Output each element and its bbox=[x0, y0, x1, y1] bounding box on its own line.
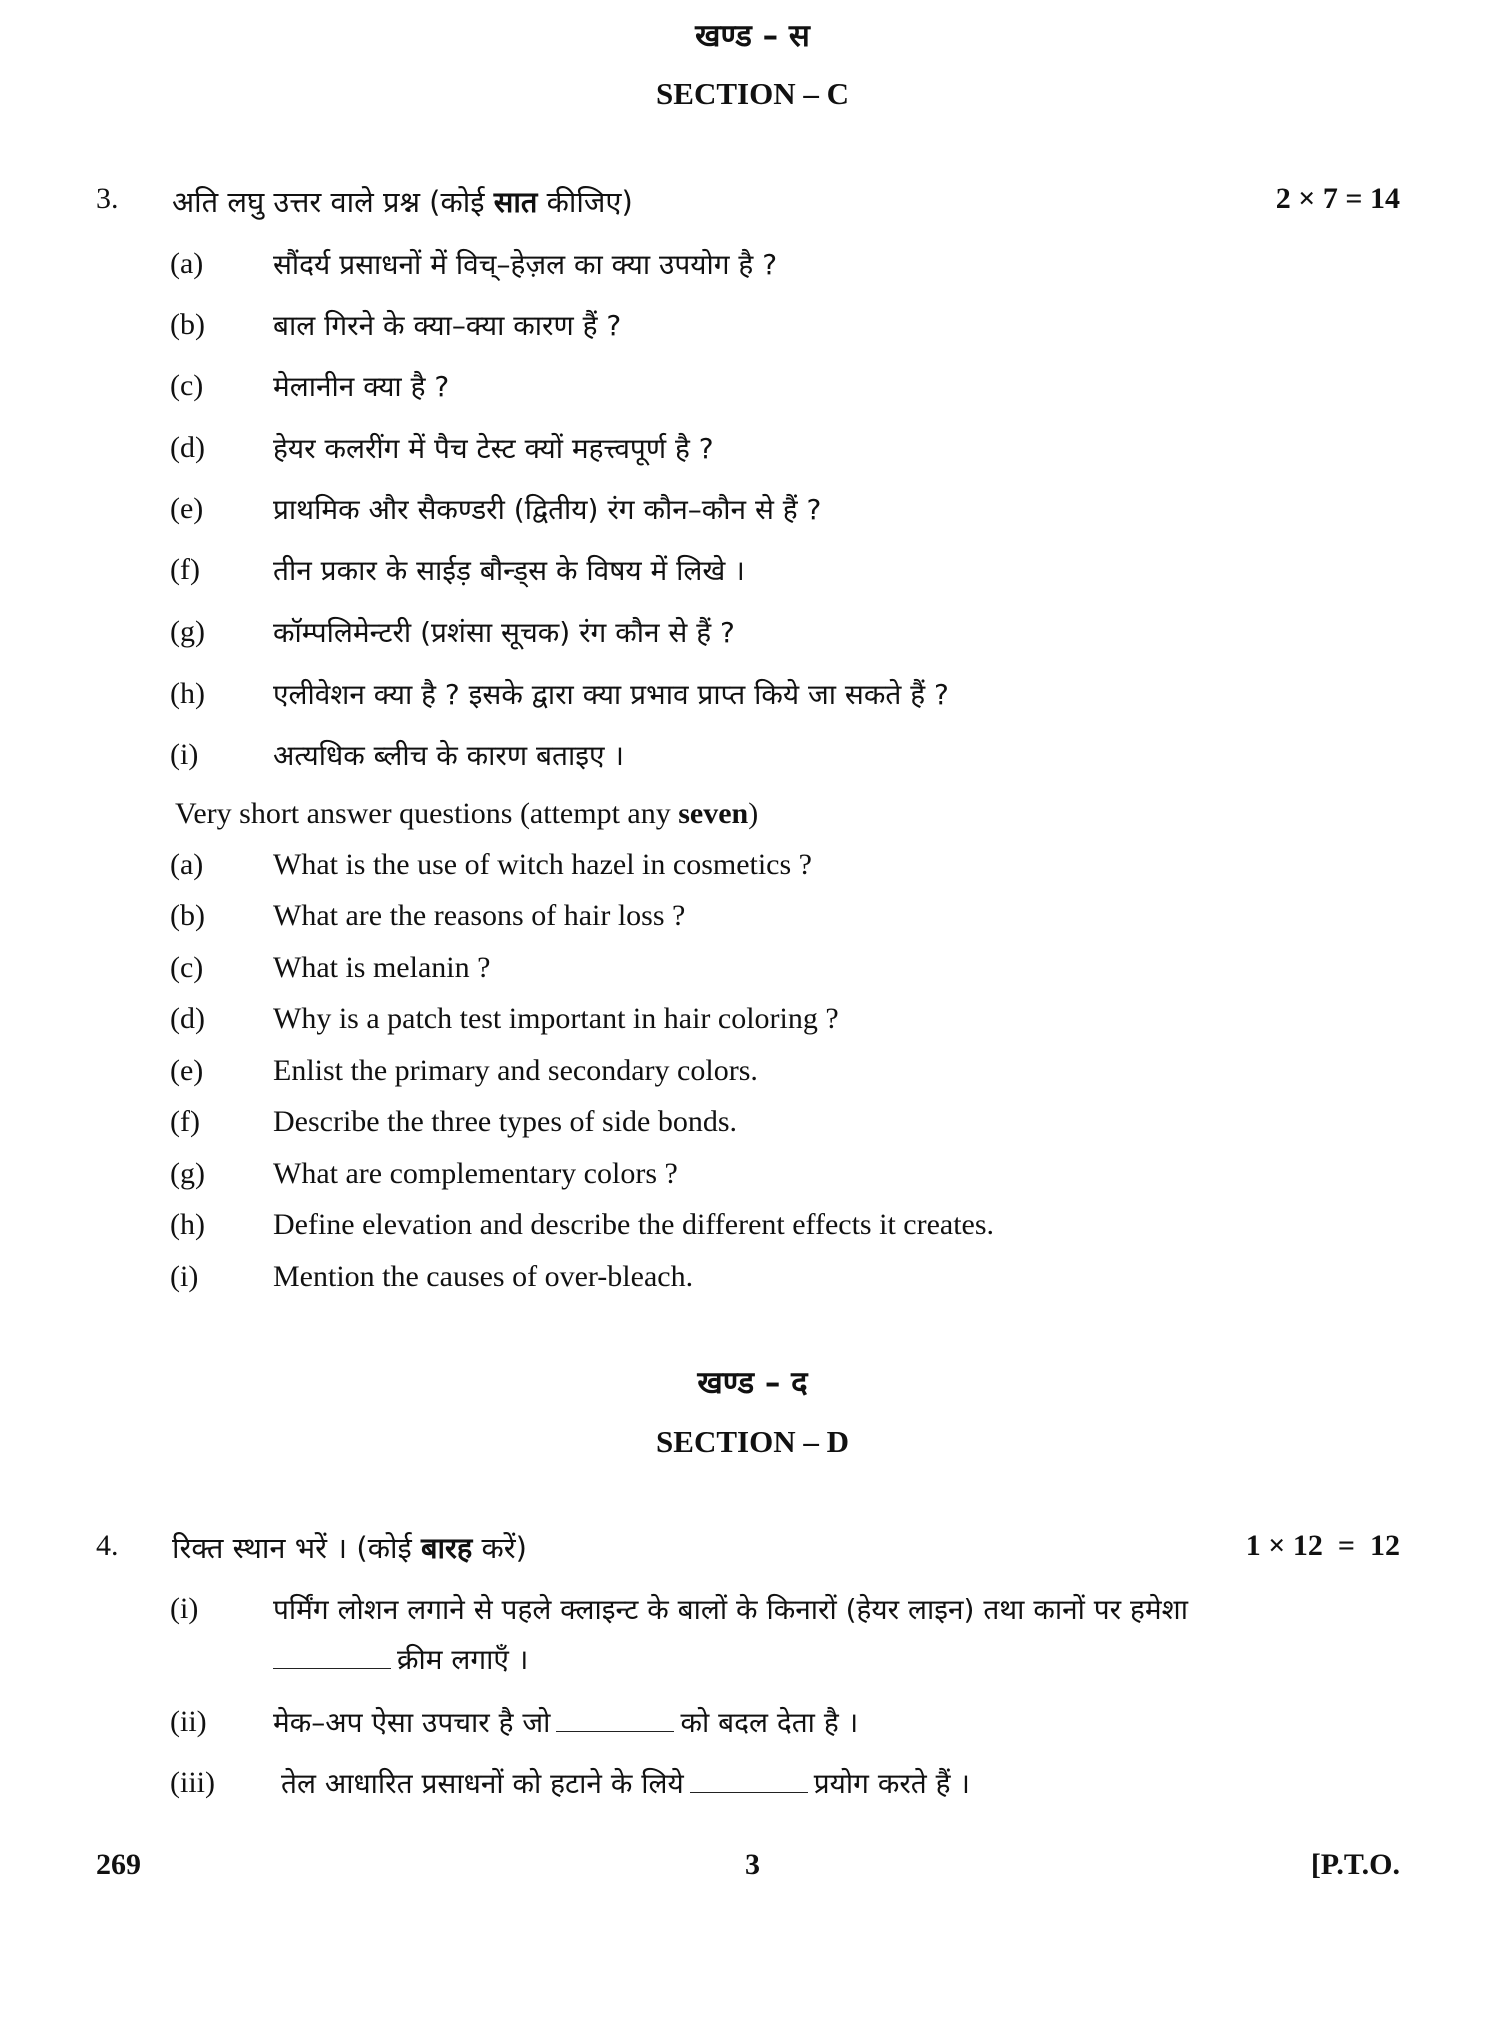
item-text: को बदल देता है । bbox=[680, 1706, 859, 1739]
paper-code: 269 bbox=[96, 1848, 141, 1881]
item-text: क्रीम लगाएँ । bbox=[397, 1643, 529, 1676]
heading-bold-text: seven bbox=[678, 797, 749, 830]
list-item: Describe the three types of side bonds. bbox=[273, 1105, 738, 1138]
list-item: बाल गिरने के क्या–क्या कारण हैं ? bbox=[273, 309, 622, 342]
heading-text: ) bbox=[748, 797, 759, 830]
heading-text: करें) bbox=[472, 1531, 527, 1565]
heading-bold-text: बारह bbox=[420, 1531, 473, 1565]
list-item: अत्यधिक ब्लीच के कारण बताइए । bbox=[273, 739, 624, 772]
item-label: (a) bbox=[170, 848, 204, 881]
item-label: (iii) bbox=[170, 1766, 215, 1799]
heading-text: रिक्त स्थान भरें । (कोई bbox=[172, 1531, 421, 1565]
list-item bbox=[281, 1764, 970, 1802]
item-label: (d) bbox=[170, 431, 205, 464]
item-label: (e) bbox=[170, 492, 204, 525]
list-item: मेलानीन क्या है ? bbox=[273, 370, 450, 403]
item-label: (h) bbox=[170, 677, 205, 710]
section-c-title: SECTION – C bbox=[656, 76, 849, 111]
heading-text: कीजिए) bbox=[537, 185, 633, 219]
list-item: Why is a patch test important in hair coloring ? bbox=[273, 1002, 839, 1035]
question-4-marks: 1 × 12 = 12 bbox=[1245, 1529, 1400, 1562]
item-text: तेल आधारित प्रसाधनों को हटाने के लिये bbox=[281, 1767, 684, 1800]
question-3-number: 3. bbox=[96, 182, 119, 215]
heading-text: Very short answer questions (attempt any bbox=[175, 797, 679, 830]
item-label: (g) bbox=[170, 1157, 205, 1190]
list-item: What are the reasons of hair loss ? bbox=[273, 899, 686, 932]
list-item: सौंदर्य प्रसाधनों में विच्–हेज़ल का क्या उपयोग है ? bbox=[273, 248, 778, 281]
list-item: Enlist the primary and secondary colors. bbox=[273, 1054, 758, 1087]
fill-blank bbox=[273, 1667, 391, 1669]
item-label: (d) bbox=[170, 1002, 205, 1035]
list-item: एलीवेशन क्या है ? इसके द्वारा क्या प्रभाव प्राप्त किये जा सकते हैं ? bbox=[273, 678, 949, 711]
question-4-hindi-heading bbox=[172, 1528, 527, 1567]
item-label: (f) bbox=[170, 553, 200, 586]
list-item: What are complementary colors ? bbox=[273, 1157, 678, 1190]
list-item: कॉम्पलिमेन्टरी (प्रशंसा सूचक) रंग कौन से हैं ? bbox=[273, 616, 735, 649]
list-item: What is the use of witch hazel in cosmetics ? bbox=[273, 848, 812, 881]
list-item: तीन प्रकार के साईड़ बौन्ड्स के विषय में लिखे । bbox=[273, 554, 745, 587]
heading-text: अति लघु उत्तर वाले प्रश्न (कोई bbox=[172, 185, 494, 219]
please-turn-over: [P.T.O. bbox=[1310, 1848, 1400, 1881]
list-item: What is melanin ? bbox=[273, 951, 491, 984]
question-3-hindi-heading bbox=[172, 182, 633, 221]
item-label: (b) bbox=[170, 899, 205, 932]
item-label: (b) bbox=[170, 308, 205, 341]
list-item bbox=[273, 1703, 858, 1741]
fill-blank bbox=[690, 1791, 808, 1793]
item-label: (e) bbox=[170, 1054, 204, 1087]
section-d-hindi-title: खण्ड – द bbox=[697, 1365, 808, 1401]
item-label: (i) bbox=[170, 1592, 199, 1625]
question-3-marks: 2 × 7 = 14 bbox=[1275, 182, 1400, 215]
section-c-hindi-title: खण्ड – स bbox=[695, 18, 810, 54]
fill-blank bbox=[556, 1730, 674, 1732]
list-item: हेयर कलरींग में पैच टेस्ट क्यों महत्त्वपूर्ण है ? bbox=[273, 432, 714, 465]
section-d-title: SECTION – D bbox=[656, 1424, 849, 1459]
item-label: (i) bbox=[170, 738, 199, 771]
list-item: Mention the causes of over-bleach. bbox=[273, 1260, 694, 1293]
item-label: (ii) bbox=[170, 1705, 207, 1738]
item-label: (h) bbox=[170, 1208, 205, 1241]
question-3-english-heading bbox=[175, 797, 758, 831]
list-item-line2 bbox=[273, 1640, 528, 1678]
item-label: (c) bbox=[170, 951, 204, 984]
question-4-number: 4. bbox=[96, 1529, 119, 1562]
heading-bold-text: सात bbox=[493, 185, 538, 219]
item-label: (f) bbox=[170, 1105, 200, 1138]
item-label: (a) bbox=[170, 247, 204, 280]
page-number: 3 bbox=[745, 1848, 760, 1881]
list-item: Define elevation and describe the different effects it creates. bbox=[273, 1208, 995, 1241]
item-label: (i) bbox=[170, 1260, 199, 1293]
item-text: प्रयोग करते हैं । bbox=[813, 1767, 971, 1800]
item-label: (c) bbox=[170, 369, 204, 402]
list-item: प्राथमिक और सैकण्डरी (द्वितीय) रंग कौन–कौन से हैं ? bbox=[273, 493, 822, 526]
list-item-line1: पर्मिंग लोशन लगाने से पहले क्लाइन्ट के बालों के किनारों (हेयर लाइन) तथा कानों पर हमेशा bbox=[273, 1593, 1188, 1626]
item-text: मेक–अप ऐसा उपचार है जो bbox=[273, 1706, 551, 1739]
item-label: (g) bbox=[170, 615, 205, 648]
